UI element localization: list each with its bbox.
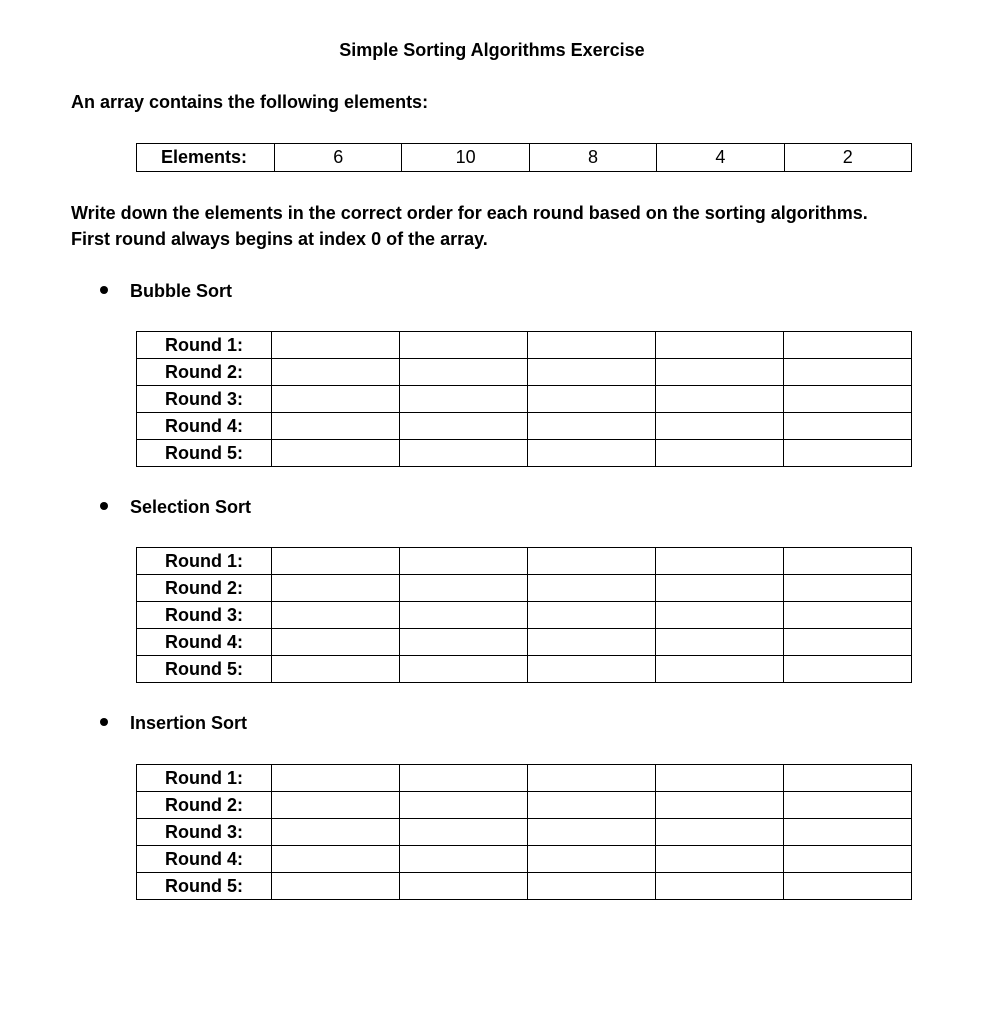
section-title: Selection Sort: [130, 497, 252, 517]
round-label: Round 3:: [137, 386, 272, 413]
answer-cell[interactable]: [784, 359, 912, 386]
answer-cell[interactable]: [528, 629, 656, 656]
answer-cell[interactable]: [528, 440, 656, 467]
answer-cell[interactable]: [272, 413, 400, 440]
answer-cell[interactable]: [784, 819, 912, 846]
answer-cell[interactable]: [656, 602, 784, 629]
answer-cell[interactable]: [272, 359, 400, 386]
answer-cell[interactable]: [784, 602, 912, 629]
round-label: Round 3:: [137, 819, 272, 846]
answer-cell[interactable]: [784, 386, 912, 413]
answer-cell[interactable]: [528, 846, 656, 873]
section-bubble-sort: [100, 281, 232, 302]
element-value: 6: [275, 144, 402, 172]
insertion-sort-table: [136, 764, 912, 900]
element-value: 8: [529, 144, 656, 172]
answer-cell[interactable]: [656, 359, 784, 386]
bubble-sort-table: [136, 331, 912, 467]
answer-cell[interactable]: [528, 602, 656, 629]
answer-cell[interactable]: [400, 575, 528, 602]
answer-cell[interactable]: [784, 575, 912, 602]
answer-cell[interactable]: [784, 792, 912, 819]
selection-sort-table: [136, 547, 912, 683]
instructions-line-2: First round always begins at index 0 of the array.: [71, 229, 488, 249]
answer-cell[interactable]: [272, 873, 400, 900]
answer-cell[interactable]: [528, 413, 656, 440]
elements-table: [136, 143, 912, 172]
answer-cell[interactable]: [656, 656, 784, 683]
answer-cell[interactable]: [272, 656, 400, 683]
answer-cell[interactable]: [656, 846, 784, 873]
answer-cell[interactable]: [656, 792, 784, 819]
element-value: 4: [657, 144, 784, 172]
answer-cell[interactable]: [272, 548, 400, 575]
answer-cell[interactable]: [400, 332, 528, 359]
round-label: Round 5:: [137, 873, 272, 900]
answer-cell[interactable]: [400, 359, 528, 386]
answer-cell[interactable]: [400, 846, 528, 873]
page-title: Simple Sorting Algorithms Exercise: [339, 40, 645, 60]
answer-cell[interactable]: [272, 602, 400, 629]
answer-cell[interactable]: [528, 386, 656, 413]
answer-cell[interactable]: [400, 440, 528, 467]
section-insertion-sort: [100, 713, 247, 734]
element-value: 2: [784, 144, 911, 172]
answer-cell[interactable]: [656, 440, 784, 467]
round-label: Round 2:: [137, 575, 272, 602]
answer-cell[interactable]: [528, 359, 656, 386]
answer-cell[interactable]: [784, 332, 912, 359]
answer-cell[interactable]: [656, 332, 784, 359]
round-label: Round 1:: [137, 332, 272, 359]
instructions-line-1: Write down the elements in the correct order for each round based on the sorting algorithms.: [71, 203, 868, 223]
intro-text: An array contains the following elements:: [71, 92, 429, 112]
answer-cell[interactable]: [528, 873, 656, 900]
answer-cell[interactable]: [400, 548, 528, 575]
answer-cell[interactable]: [784, 548, 912, 575]
bullet-icon: [100, 286, 108, 294]
answer-cell[interactable]: [272, 629, 400, 656]
bullet-icon: [100, 718, 108, 726]
answer-cell[interactable]: [400, 792, 528, 819]
answer-cell[interactable]: [272, 575, 400, 602]
round-label: Round 2:: [137, 792, 272, 819]
answer-cell[interactable]: [400, 629, 528, 656]
elements-label: Elements:: [137, 144, 275, 172]
answer-cell[interactable]: [400, 819, 528, 846]
instructions: [71, 200, 868, 252]
answer-cell[interactable]: [656, 413, 784, 440]
round-label: Round 4:: [137, 413, 272, 440]
round-label: Round 3:: [137, 602, 272, 629]
answer-cell[interactable]: [528, 332, 656, 359]
answer-cell[interactable]: [656, 629, 784, 656]
section-selection-sort: [100, 497, 251, 518]
answer-cell[interactable]: [400, 413, 528, 440]
answer-cell[interactable]: [400, 602, 528, 629]
answer-cell[interactable]: [272, 440, 400, 467]
answer-cell[interactable]: [528, 548, 656, 575]
answer-cell[interactable]: [784, 846, 912, 873]
answer-cell[interactable]: [656, 819, 784, 846]
answer-cell[interactable]: [656, 765, 784, 792]
answer-cell[interactable]: [528, 792, 656, 819]
answer-cell[interactable]: [784, 873, 912, 900]
round-label: Round 1:: [137, 765, 272, 792]
answer-cell[interactable]: [784, 413, 912, 440]
bullet-icon: [100, 502, 108, 510]
answer-cell[interactable]: [528, 575, 656, 602]
round-label: Round 2:: [137, 359, 272, 386]
round-label: Round 4:: [137, 629, 272, 656]
round-label: Round 5:: [137, 440, 272, 467]
answer-cell[interactable]: [272, 846, 400, 873]
answer-cell[interactable]: [656, 575, 784, 602]
answer-cell[interactable]: [400, 656, 528, 683]
answer-cell[interactable]: [656, 873, 784, 900]
answer-cell[interactable]: [272, 386, 400, 413]
answer-cell[interactable]: [272, 332, 400, 359]
answer-cell[interactable]: [528, 656, 656, 683]
answer-cell[interactable]: [272, 765, 400, 792]
section-title: Insertion Sort: [130, 713, 248, 733]
answer-cell[interactable]: [400, 386, 528, 413]
answer-cell[interactable]: [784, 765, 912, 792]
answer-cell[interactable]: [656, 548, 784, 575]
answer-cell[interactable]: [528, 819, 656, 846]
element-value: 10: [402, 144, 529, 172]
answer-cell[interactable]: [272, 792, 400, 819]
answer-cell[interactable]: [528, 765, 656, 792]
answer-cell[interactable]: [784, 656, 912, 683]
answer-cell[interactable]: [272, 819, 400, 846]
round-label: Round 1:: [137, 548, 272, 575]
round-label: Round 5:: [137, 656, 272, 683]
section-title: Bubble Sort: [130, 281, 232, 301]
answer-cell[interactable]: [784, 629, 912, 656]
answer-cell[interactable]: [400, 765, 528, 792]
answer-cell[interactable]: [656, 386, 784, 413]
round-label: Round 4:: [137, 846, 272, 873]
answer-cell[interactable]: [400, 873, 528, 900]
answer-cell[interactable]: [784, 440, 912, 467]
